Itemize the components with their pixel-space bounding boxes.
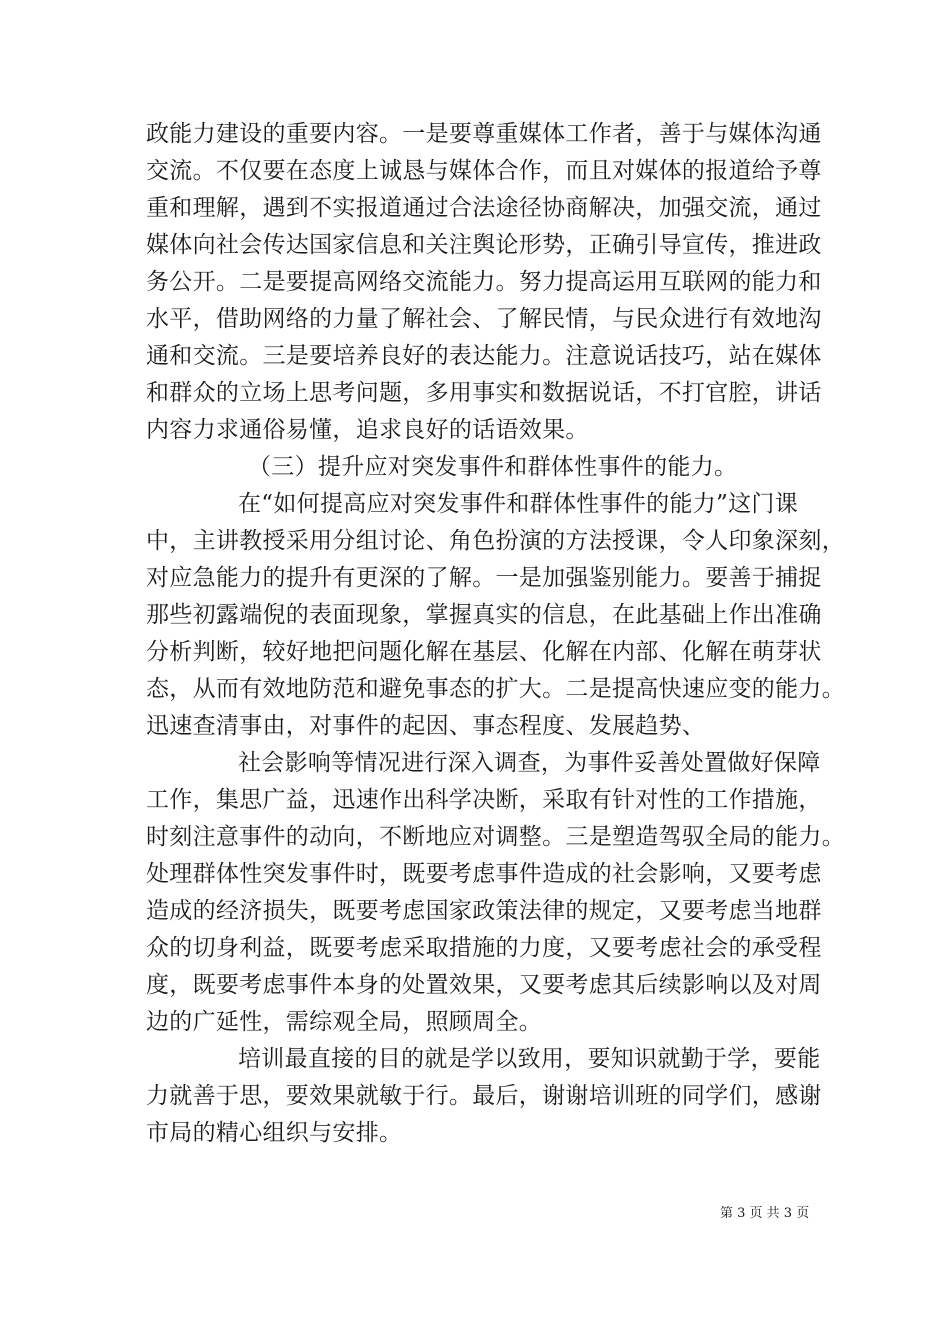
paragraph-line: 通和交流。三是要培养良好的表达能力。注意说话技巧，站在媒体 <box>146 343 822 369</box>
paragraph-line: 培训最直接的目的就是学以致用，要知识就勤于学，要能 <box>238 1046 821 1072</box>
paragraph-line: 那些初露端倪的表面现象，掌握真实的信息，在此基础上作出准确 <box>146 602 822 628</box>
paragraph-line: 分析判断，较好地把问题化解在基层、化解在内部、化解在萌芽状 <box>146 639 822 665</box>
paragraph-line: 政能力建设的重要内容。一是要尊重媒体工作者，善于与媒体沟通 <box>146 121 822 147</box>
paragraph-line: 在“如何提高应对突发事件和群体性事件的能力”这门课 <box>238 491 799 517</box>
paragraph-line: 交流。不仅要在态度上诚恳与媒体合作，而且对媒体的报道给予尊 <box>146 158 822 184</box>
document-body <box>146 116 845 1152</box>
paragraph-line: 中，主讲教授采用分组讨论、角色扮演的方法授课，令人印象深刻， <box>146 528 845 554</box>
page-number-footer: 第 3 页 共 3 页 <box>720 1206 810 1221</box>
paragraph-line: 众的切身利益，既要考虑采取措施的力度，又要考虑社会的承受程 <box>146 935 822 961</box>
paragraph-line: 迅速查清事由，对事件的起因、事态程度、发展趋势、 <box>146 713 706 739</box>
paragraph-line: 处理群体性突发事件时，既要考虑事件造成的社会影响，又要考虑 <box>146 861 822 887</box>
paragraph-line: 社会影响等情况进行深入调查，为事件妥善处置做好保障 <box>238 750 821 776</box>
paragraph-line: 边的广延性，需综观全局，照顾周全。 <box>146 1009 543 1035</box>
paragraph-line: 务公开。二是要提高网络交流能力。努力提高运用互联网的能力和 <box>146 269 822 295</box>
paragraph-line: 水平，借助网络的力量了解社会、了解民情，与民众进行有效地沟 <box>146 306 822 332</box>
paragraph-line: 内容力求通俗易懂，追求良好的话语效果。 <box>146 417 589 443</box>
paragraph-line: 重和理解，遇到不实报道通过合法途径协商解决，加强交流，通过 <box>146 195 822 221</box>
section-heading: （三）提升应对突发事件和群体性事件的能力。 <box>248 454 738 480</box>
paragraph-line: 态，从而有效地防范和避免事态的扩大。二是提高快速应变的能力。 <box>146 676 845 702</box>
paragraph-line: 市局的精心组织与安排。 <box>146 1120 403 1146</box>
paragraph-line: 力就善于思，要效果就敏于行。最后，谢谢培训班的同学们，感谢 <box>146 1083 822 1109</box>
paragraph-line: 工作，集思广益，迅速作出科学决断，采取有针对性的工作措施， <box>146 787 822 813</box>
paragraph-line: 时刻注意事件的动向，不断地应对调整。三是塑造驾驭全局的能力。 <box>146 824 845 850</box>
paragraph-line: 造成的经济损失，既要考虑国家政策法律的规定，又要考虑当地群 <box>146 898 822 924</box>
paragraph-line: 和群众的立场上思考问题，多用事实和数据说话，不打官腔，讲话 <box>146 380 822 406</box>
paragraph-line: 度，既要考虑事件本身的处置效果，又要考虑其后续影响以及对周 <box>146 972 822 998</box>
paragraph-line: 对应急能力的提升有更深的了解。一是加强鉴别能力。要善于捕捉 <box>146 565 822 591</box>
paragraph-line: 媒体向社会传达国家信息和关注舆论形势，正确引导宣传，推进政 <box>146 232 822 258</box>
